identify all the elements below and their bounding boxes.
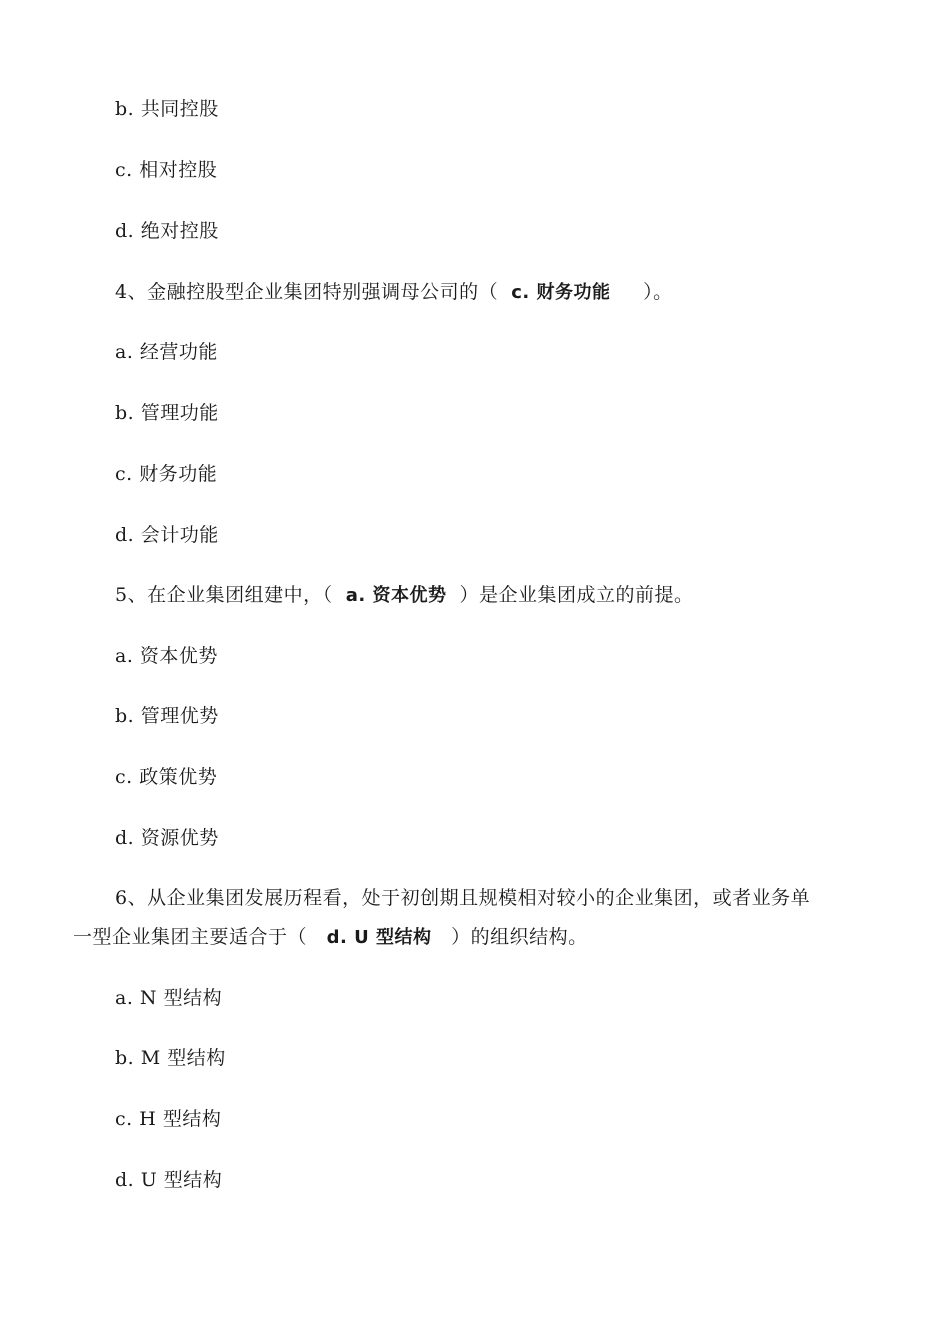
question-5-suffix: ）是企业集团成立的前提。 (459, 584, 694, 606)
option-q4-c: c. 财务功能 (115, 463, 218, 485)
question-4 (115, 280, 673, 305)
option-q4-b: b. 管理功能 (115, 402, 219, 424)
option-q6-c: c. H 型结构 (115, 1108, 222, 1130)
question-6-suffix: ）的组织结构。 (451, 926, 588, 948)
option-q5-c: c. 政策优势 (115, 766, 218, 788)
question-4-suffix: ）。 (643, 281, 673, 303)
question-6-line-1: 6、从企业集团发展历程看，处于初创期且规模相对较小的企业集团，或者业务单 (115, 887, 811, 909)
option-q3-c: c. 相对控股 (115, 159, 218, 181)
option-q5-d: d. 资源优势 (115, 827, 219, 849)
question-6-line-2 (73, 925, 588, 950)
question-4-prefix: 4、金融控股型企业集团特别强调母公司的（ (115, 281, 499, 303)
question-6-prefix: 一型企业集团主要适合于（ (73, 926, 308, 948)
option-q3-d: d. 绝对控股 (115, 220, 219, 242)
option-q6-d: d. U 型结构 (115, 1169, 223, 1191)
question-6-answer: d. U 型结构 (326, 927, 432, 948)
option-q3-b: b. 共同控股 (115, 98, 219, 120)
option-q6-a: a. N 型结构 (115, 987, 223, 1009)
question-5 (115, 583, 694, 608)
option-q4-d: d. 会计功能 (115, 524, 219, 546)
option-q6-b: b. M 型结构 (115, 1047, 226, 1069)
question-4-answer: c. 财务功能 (511, 282, 611, 303)
option-q5-b: b. 管理优势 (115, 705, 219, 727)
option-q5-a: a. 资本优势 (115, 645, 218, 667)
question-5-prefix: 5、在企业集团组建中，（ (115, 584, 333, 606)
question-5-answer: a. 资本优势 (345, 585, 447, 606)
option-q4-a: a. 经营功能 (115, 341, 218, 363)
